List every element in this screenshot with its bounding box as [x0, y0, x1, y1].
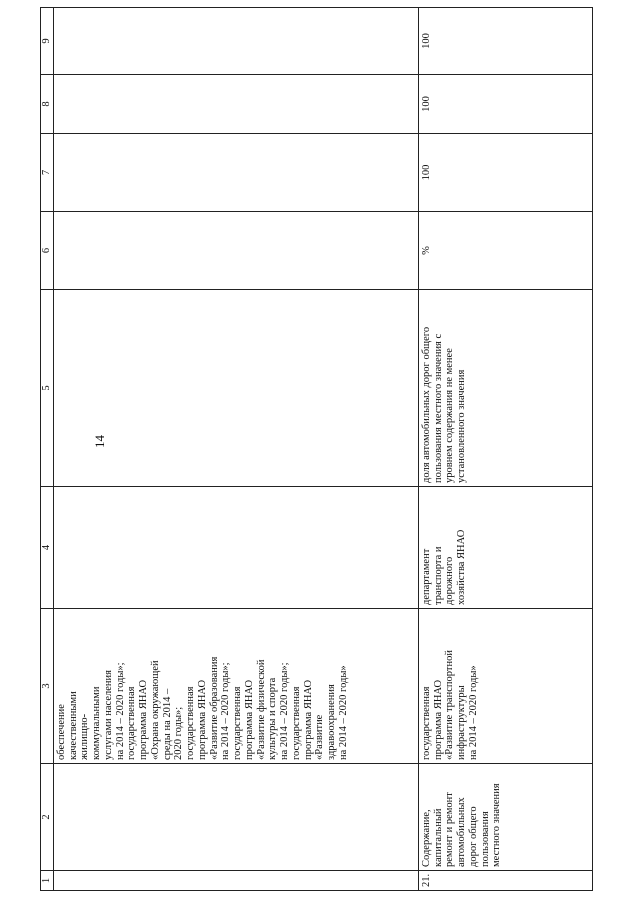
row-21-unit: % — [418, 212, 592, 290]
header-row — [41, 8, 54, 891]
row-21-number: 21. — [418, 871, 592, 891]
cont-cell-programs: обеспечение качественными жилищно- коммунальными услугами населения на 2014 – 2020 годы»; государственная программа ЯНАО «Охрана окружающей среды на 2014 – 2020 годы»; государственная программа ЯНАО «Развитие образования на 2014 – 2020 годы»; государственная программа ЯНАО «Развитие физической культуры и спорта на 2014 – 2020 годы»; государственная программа ЯНАО «Развитие здравоохранения на 2014 – 2020 годы» — [53, 609, 418, 764]
header-col-7: 7 — [41, 134, 54, 212]
header-col-5: 5 — [41, 290, 54, 487]
rotated-table-sheet — [40, 8, 593, 891]
row-21-value-7: 100 — [418, 134, 592, 212]
row-21-value-9: 100 — [418, 8, 592, 75]
row-21-program: государственная программа ЯНАО «Развитие транспортной инфраструктуры на 2014 – 2020 годы» — [418, 609, 592, 764]
cont-cell-6 — [53, 212, 418, 290]
row-21-activity: Содержание, капитальный ремонт и ремонт автомобильных дорог общего пользования местного значения — [418, 764, 592, 871]
header-col-2: 2 — [41, 764, 54, 871]
row-21-responsible: департамент транспорта и дорожного хозяйства ЯНАО — [418, 487, 592, 609]
header-col-6: 6 — [41, 212, 54, 290]
cont-cell-5 — [53, 290, 418, 487]
row-21-value-8: 100 — [418, 75, 592, 134]
header-col-4: 4 — [41, 487, 54, 609]
header-col-8: 8 — [41, 75, 54, 134]
header-col-3: 3 — [41, 609, 54, 764]
row-21-indicator: доля автомобильных дорог общего пользования местного значения с уровнем содержания не менее установленного значения — [418, 290, 592, 487]
cont-cell-7 — [53, 134, 418, 212]
header-col-9: 9 — [41, 8, 54, 75]
cont-cell-4 — [53, 487, 418, 609]
table-row-continuation — [53, 8, 418, 891]
header-col-1: 1 — [41, 871, 54, 891]
table-row-21 — [418, 8, 592, 891]
cont-cell-8 — [53, 75, 418, 134]
cont-cell-9 — [53, 8, 418, 75]
cont-cell-1 — [53, 871, 418, 891]
page-number: 14 — [92, 435, 107, 448]
indicators-table — [40, 7, 593, 891]
cont-cell-2 — [53, 764, 418, 871]
